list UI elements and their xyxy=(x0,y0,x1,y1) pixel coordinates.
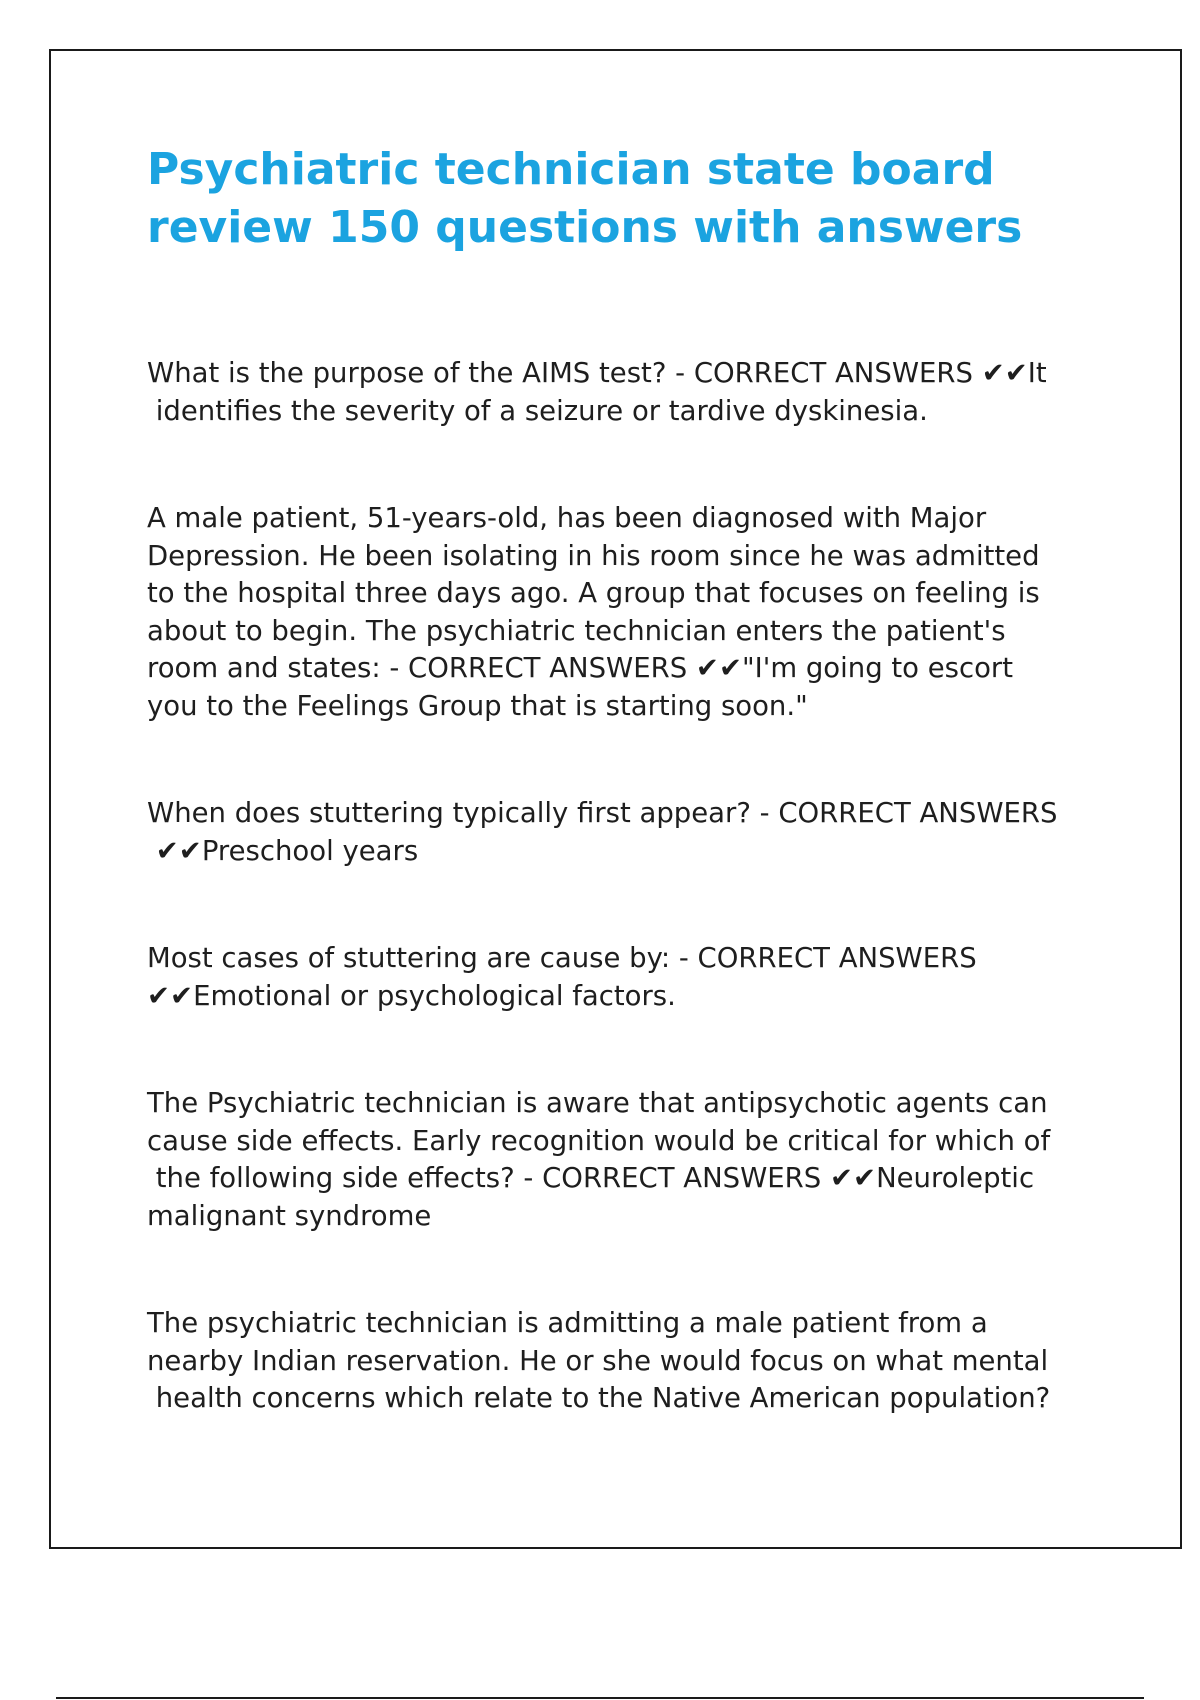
qa-item-major-depression: A male patient, 51-years-old, has been diagnosed with Major Depression. He been isolating in his room since he was admitted to the hospital three days ago. A group that focuses on feeling is about to begin. The psychiatric technician enters the patient's room and states: - CORRECT ANSWERS ✔✔"I'm going to escort you to the Feelings Group that is starting soon." xyxy=(147,502,1040,722)
page-title: Psychiatric technician state board review 150 questions with answers xyxy=(147,144,1023,253)
document-body xyxy=(147,141,1147,1488)
qa-item-native-american-concerns: The psychiatric technician is admitting a male patient from a nearby Indian reservation. He or she would focus on what mental health concerns which relate to the Native American population? xyxy=(147,1307,1051,1414)
bottom-divider xyxy=(56,1697,1144,1699)
qa-item-stuttering-cause: Most cases of stuttering are cause by: - CORRECT ANSWERS ✔✔Emotional or psychological factors. xyxy=(147,942,977,1012)
page-frame xyxy=(49,49,1182,1549)
qa-item-stuttering-onset: When does stuttering typically first appear? - CORRECT ANSWERS ✔✔Preschool years xyxy=(147,797,1058,867)
qa-item-antipsychotic-side-effects: The Psychiatric technician is aware that antipsychotic agents can cause side effects. Early recognition would be critical for which of the following side effects? - CORRECT ANSWERS ✔✔Neuroleptic malignant syndrome xyxy=(147,1087,1051,1232)
qa-item-aims-test: What is the purpose of the AIMS test? - CORRECT ANSWERS ✔✔It identifies the severity of a seizure or tardive dyskinesia. xyxy=(147,357,1047,427)
qa-list xyxy=(147,355,1147,1418)
